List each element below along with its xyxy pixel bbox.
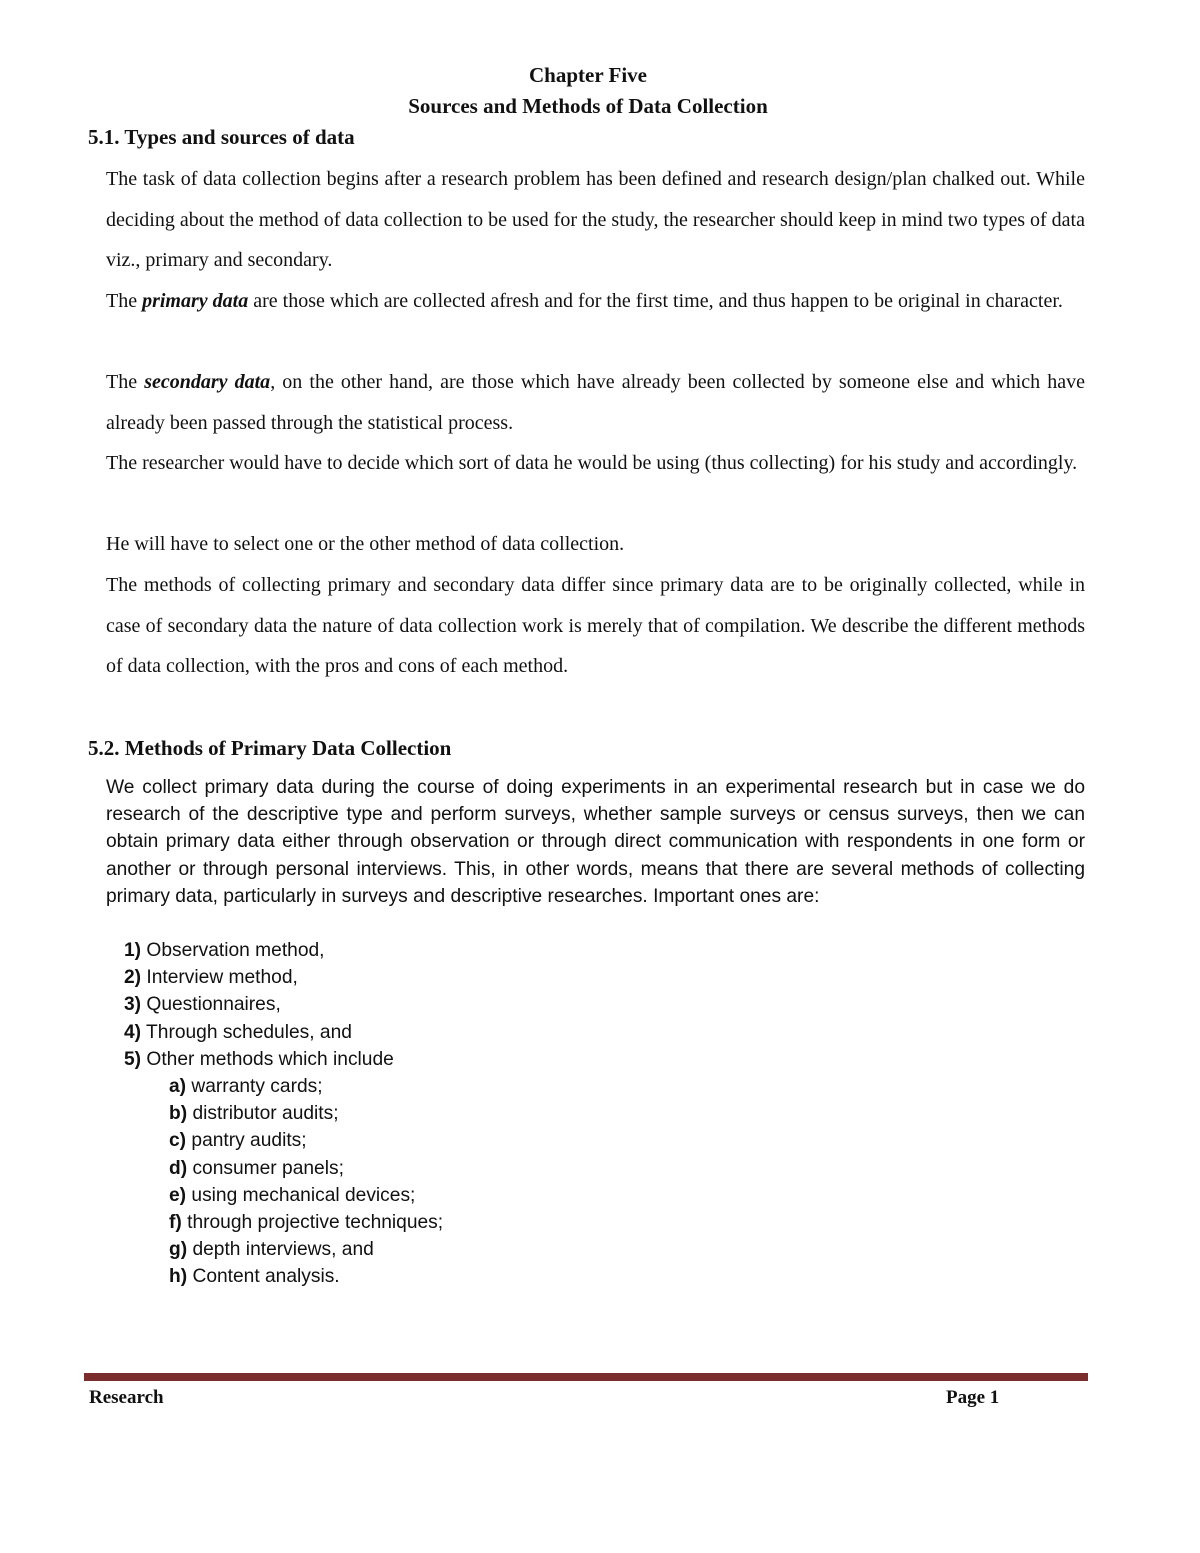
other-method-list-item bbox=[169, 1236, 443, 1263]
secondary-lead: The bbox=[106, 371, 145, 393]
chapter-title: Sources and Methods of Data Collection bbox=[408, 94, 768, 118]
paragraph-methods-differ: The methods of collecting primary and secondary data differ since primary data are to be originally collected, while in case of secondary data the nature of data collection work is merely that of compilation. We describe the different methods of data collection, with the pros and cons of each method. bbox=[106, 574, 1085, 678]
list-marker: a) bbox=[169, 1076, 187, 1097]
chapter-label: Chapter Five bbox=[528, 63, 647, 87]
method-list-item bbox=[124, 991, 394, 1018]
list-text: pantry audits; bbox=[186, 1130, 307, 1152]
other-method-list-item bbox=[169, 1100, 443, 1127]
page-number: Page 1 bbox=[946, 1387, 1000, 1408]
method-list-item bbox=[124, 964, 394, 991]
other-method-list-item bbox=[169, 1155, 443, 1182]
other-methods-list bbox=[169, 1073, 443, 1291]
paragraph-secondary-data bbox=[106, 362, 1085, 443]
method-list-item bbox=[124, 1046, 394, 1073]
paragraph-primary-data bbox=[106, 281, 1085, 322]
list-marker: 2) bbox=[124, 967, 142, 989]
list-marker: f) bbox=[169, 1212, 182, 1234]
list-marker: h) bbox=[169, 1266, 188, 1288]
secondary-rest: , on the other hand, are those which have already been collected by someone else and which have already been passed through the statistical process. bbox=[106, 371, 1086, 434]
list-marker: e) bbox=[169, 1184, 187, 1206]
list-marker: c) bbox=[169, 1130, 187, 1152]
list-marker: g) bbox=[169, 1239, 188, 1261]
paragraph-primary-collection: We collect primary data during the course of doing experiments in an experimental research but in case we do research of the descriptive type and perform surveys, whether sample surveys or census surveys, then we can obtain primary data either through observation or through direct communication with respondents in one form or another or through personal interviews. This, in other words, means that there are several methods of collecting primary data, particularly in surveys and descriptive researches. Important ones are: bbox=[106, 777, 1085, 907]
other-method-list-item bbox=[169, 1182, 443, 1209]
list-text: Through schedules, and bbox=[141, 1021, 352, 1043]
list-marker: b) bbox=[169, 1103, 188, 1125]
list-text: depth interviews, and bbox=[187, 1239, 374, 1261]
paragraph-data-collection-intro: The task of data collection begins after a research problem has been defined and research design/plan chalked out. While deciding about the method of data collection to be used for the study, the researcher should keep in mind two types of data viz., primary and secondary. bbox=[106, 168, 1085, 272]
list-text: Interview method, bbox=[141, 967, 298, 989]
list-marker: d) bbox=[169, 1157, 188, 1179]
list-text: consumer panels; bbox=[187, 1157, 344, 1179]
other-method-list-item bbox=[169, 1073, 443, 1100]
list-text: warranty cards; bbox=[186, 1076, 323, 1097]
primary-rest: are those which are collected afresh and for the first time, and thus happen to be original in character. bbox=[248, 290, 1063, 312]
list-marker: 5) bbox=[124, 1048, 142, 1070]
other-method-list-item bbox=[169, 1209, 443, 1236]
other-method-list-item bbox=[169, 1263, 443, 1290]
list-marker: 3) bbox=[124, 994, 142, 1016]
list-text: Observation method, bbox=[141, 940, 325, 961]
primary-methods-list bbox=[124, 937, 394, 1073]
section-heading-5-2: 5.2. Methods of Primary Data Collection bbox=[88, 736, 452, 760]
paragraph-researcher-decision: The researcher would have to decide which sort of data he would be using (thus collecting) for his study and accordingly. bbox=[106, 452, 1078, 474]
list-marker: 1) bbox=[124, 940, 142, 961]
footer-rule bbox=[84, 1373, 1088, 1381]
list-marker: 4) bbox=[124, 1021, 142, 1043]
primary-lead: The bbox=[106, 290, 143, 312]
secondary-data-term: secondary data bbox=[144, 371, 271, 393]
method-list-item bbox=[124, 937, 394, 964]
primary-data-term: primary data bbox=[142, 290, 249, 312]
paragraph-select-method: He will have to select one or the other method of data collection. bbox=[106, 533, 625, 555]
section-heading-5-1: 5.1. Types and sources of data bbox=[88, 125, 355, 149]
method-list-item bbox=[124, 1019, 394, 1046]
footer-left-label: Research bbox=[89, 1387, 164, 1408]
list-text: distributor audits; bbox=[187, 1103, 339, 1125]
list-text: Other methods which include bbox=[141, 1048, 394, 1070]
list-text: Content analysis. bbox=[187, 1266, 340, 1288]
list-text: Questionnaires, bbox=[141, 994, 281, 1016]
list-text: through projective techniques; bbox=[181, 1212, 444, 1234]
other-method-list-item bbox=[169, 1127, 443, 1154]
list-text: using mechanical devices; bbox=[186, 1184, 416, 1206]
